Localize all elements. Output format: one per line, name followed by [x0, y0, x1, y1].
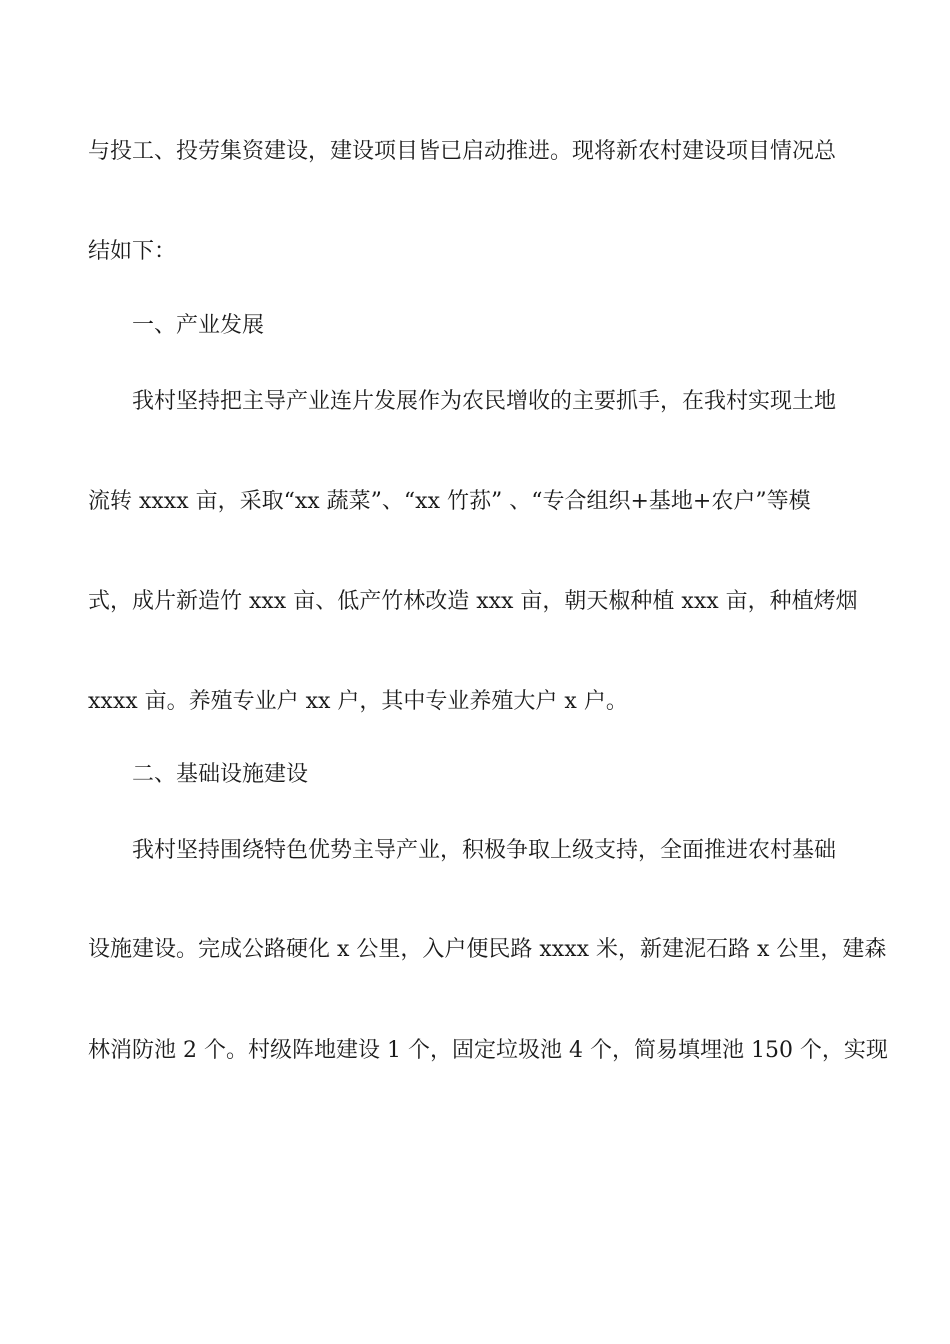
paragraph-line: 我村坚持把主导产业连片发展作为农民增收的主要抓手，在我村实现土地 [132, 389, 837, 414]
paragraph-line: 我村坚持围绕特色优势主导产业，积极争取上级支持，全面推进农村基础 [132, 838, 837, 863]
section-heading-infrastructure: 二、基础设施建设 [132, 762, 309, 787]
paragraph-line: 流转 xxxx 亩，采取“xx 蔬菜”、“xx 竹荪” 、“专合组织+基地+农户”等模 [88, 489, 811, 514]
paragraph-line: xxxx 亩。养殖专业户 xx 户，其中专业养殖大户 x 户。 [88, 689, 628, 714]
paragraph-line: 设施建设。完成公路硬化 x 公里，入户便民路 xxxx 米，新建泥石路 x 公里，建森 [88, 937, 887, 962]
paragraph-line: 与投工、投劳集资建设，建设项目皆已启动推进。现将新农村建设项目情况总 [88, 139, 837, 164]
paragraph-line: 式，成片新造竹 xxx 亩、低产竹林改造 xxx 亩，朝天椒种植 xxx 亩，种植烤烟 [88, 589, 858, 614]
paragraph-line: 结如下： [88, 239, 177, 264]
paragraph-line: 林消防池 2 个。村级阵地建设 1 个，固定垃圾池 4 个，简易填埋池 150 个，实现 [88, 1038, 888, 1063]
section-heading-industry: 一、产业发展 [132, 313, 265, 338]
